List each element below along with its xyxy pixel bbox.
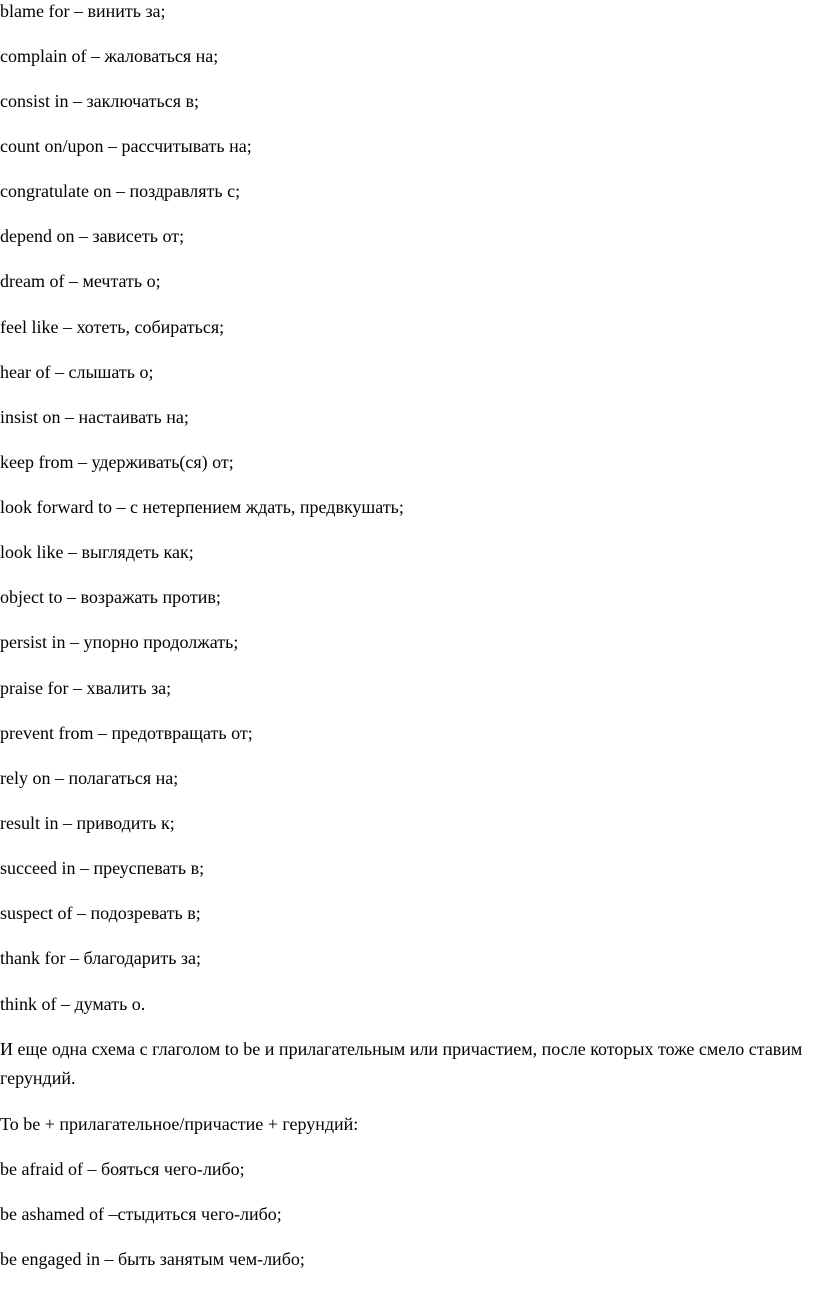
vocab-line: thank for – благодарить за; xyxy=(0,948,202,968)
vocab-line: prevent from – предотвращать от; xyxy=(0,723,253,743)
vocab-line: be engaged in – быть занятым чем-либо; xyxy=(0,1249,305,1269)
explanation-paragraph: И еще одна схема с глаголом to be и прилагательным или причастием, после которых тоже смело ставим герундий. xyxy=(0,1039,803,1088)
vocab-line: persist in – упорно продолжать; xyxy=(0,632,239,652)
vocab-line: look forward to – с нетерпением ждать, предвкушать; xyxy=(0,497,404,517)
vocab-line: rely on – полагаться на; xyxy=(0,768,179,788)
vocab-line: result in – приводить к; xyxy=(0,813,175,833)
vocab-line: count on/upon – рассчитывать на; xyxy=(0,136,252,156)
vocab-line: object to – возражать против; xyxy=(0,587,221,607)
vocab-line: congratulate on – поздравлять с; xyxy=(0,181,241,201)
vocab-line: succeed in – преуспевать в; xyxy=(0,858,205,878)
vocab-line: consist in – заключаться в; xyxy=(0,91,200,111)
vocab-line: keep from – удерживать(ся) от; xyxy=(0,452,234,472)
vocab-line: complain of – жаловаться на; xyxy=(0,46,219,66)
vocab-line: dream of – мечтать о; xyxy=(0,271,161,291)
vocab-line: feel like – хотеть, собираться; xyxy=(0,317,225,337)
vocab-line: suspect of – подозревать в; xyxy=(0,903,201,923)
vocab-line: be afraid of – бояться чего-либо; xyxy=(0,1159,245,1179)
vocab-line: praise for – хвалить за; xyxy=(0,678,172,698)
vocab-line: insist on – настаивать на; xyxy=(0,407,189,427)
vocab-line: think of – думать о. xyxy=(0,994,146,1014)
vocab-line: hear of – слышать о; xyxy=(0,362,154,382)
vocab-line: look like – выглядеть как; xyxy=(0,542,194,562)
vocab-line: depend on – зависеть от; xyxy=(0,226,185,246)
formula-line: To be + прилагательное/причастие + герундий: xyxy=(0,1114,359,1134)
vocab-line: be ashamed of –стыдиться чего-либо; xyxy=(0,1204,282,1224)
vocab-line: blame for – винить за; xyxy=(0,1,166,21)
